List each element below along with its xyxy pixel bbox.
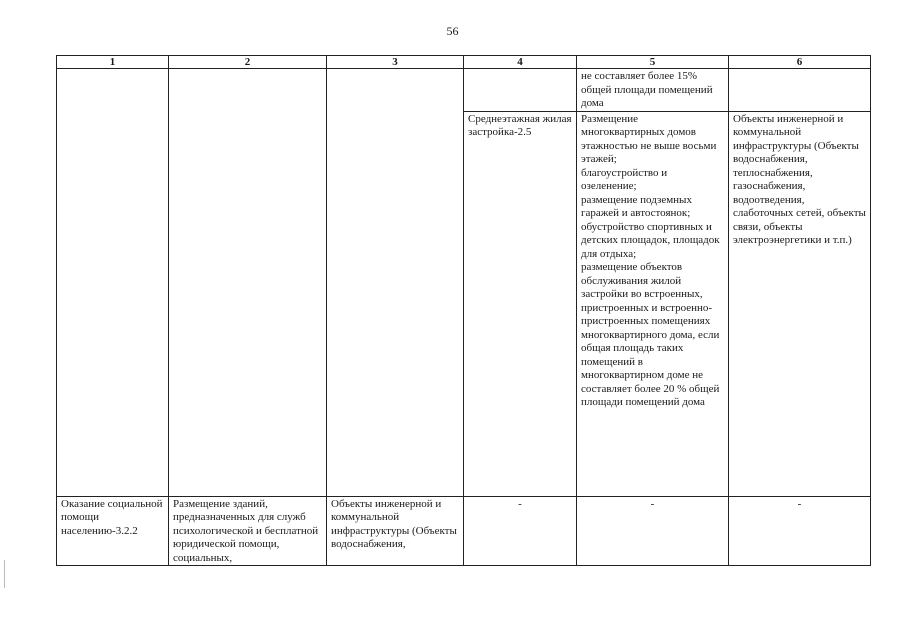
row1-col4-cell bbox=[464, 69, 577, 112]
infrastructure-cell: Объекты инженерной и коммунальной инфраструктуры (Объекты водоснабжения, теплоснабжения, газоснабжения, водоотведения, слаботочных сетей, объекты связи, объекты электроэнергетики и т.п.) bbox=[729, 111, 871, 496]
header-row bbox=[57, 56, 871, 69]
description-line: Размещение многоквартирных домов этажностью не выше восьми этажей; bbox=[581, 112, 717, 165]
header-col-2: 2 bbox=[169, 56, 327, 69]
row3-col3-cell: Объекты инженерной и коммунальной инфраструктуры (Объекты водоснабжения, bbox=[327, 496, 464, 566]
row1-col1-cell bbox=[57, 69, 169, 497]
header-col-4: 4 bbox=[464, 56, 577, 69]
description-line: обустройство спортивных и детских площадок, площадок для отдыха; bbox=[581, 220, 720, 260]
description-line: благоустройство и озеленение; bbox=[581, 166, 668, 192]
row3-col1-cell: Оказание социальной помощи населению-3.2.2 bbox=[57, 496, 169, 566]
header-col-1: 1 bbox=[57, 56, 169, 69]
header-col-3: 3 bbox=[327, 56, 464, 69]
zoning-table bbox=[56, 55, 871, 566]
row1-col5-cell: не составляет более 15% общей площади помещений дома bbox=[577, 69, 729, 112]
page-number: 56 bbox=[446, 24, 459, 38]
row1-col6-cell bbox=[729, 69, 871, 112]
row1-col3-cell bbox=[327, 69, 464, 497]
zone-description-cell bbox=[577, 111, 729, 496]
row3-col2-cell: Размещение зданий, предназначенных для служб психологической и бесплатной юридической помощи, социальных, bbox=[169, 496, 327, 566]
row1-col2-cell bbox=[169, 69, 327, 497]
row3-col4-cell: - bbox=[464, 496, 577, 566]
table-row bbox=[57, 496, 871, 566]
scan-edge-mark bbox=[4, 560, 5, 588]
row3-col5-cell: - bbox=[577, 496, 729, 566]
description-line: размещение объектов обслуживания жилой застройки во встроенных, пристроенных и встроенно-пристроенных помещениях многоквартирного дома, если общая площадь таких помещений в многоквартирном доме не составляет более 20 % общей площади помещений дома bbox=[581, 261, 720, 408]
header-col-5: 5 bbox=[577, 56, 729, 69]
description-line: размещение подземных гаражей и автостоянок; bbox=[581, 193, 692, 219]
row3-col6-cell: - bbox=[729, 496, 871, 566]
zone-name-cell: Среднеэтажная жилая застройка-2.5 bbox=[464, 111, 577, 496]
table-row bbox=[57, 69, 871, 112]
header-col-6: 6 bbox=[729, 56, 871, 69]
